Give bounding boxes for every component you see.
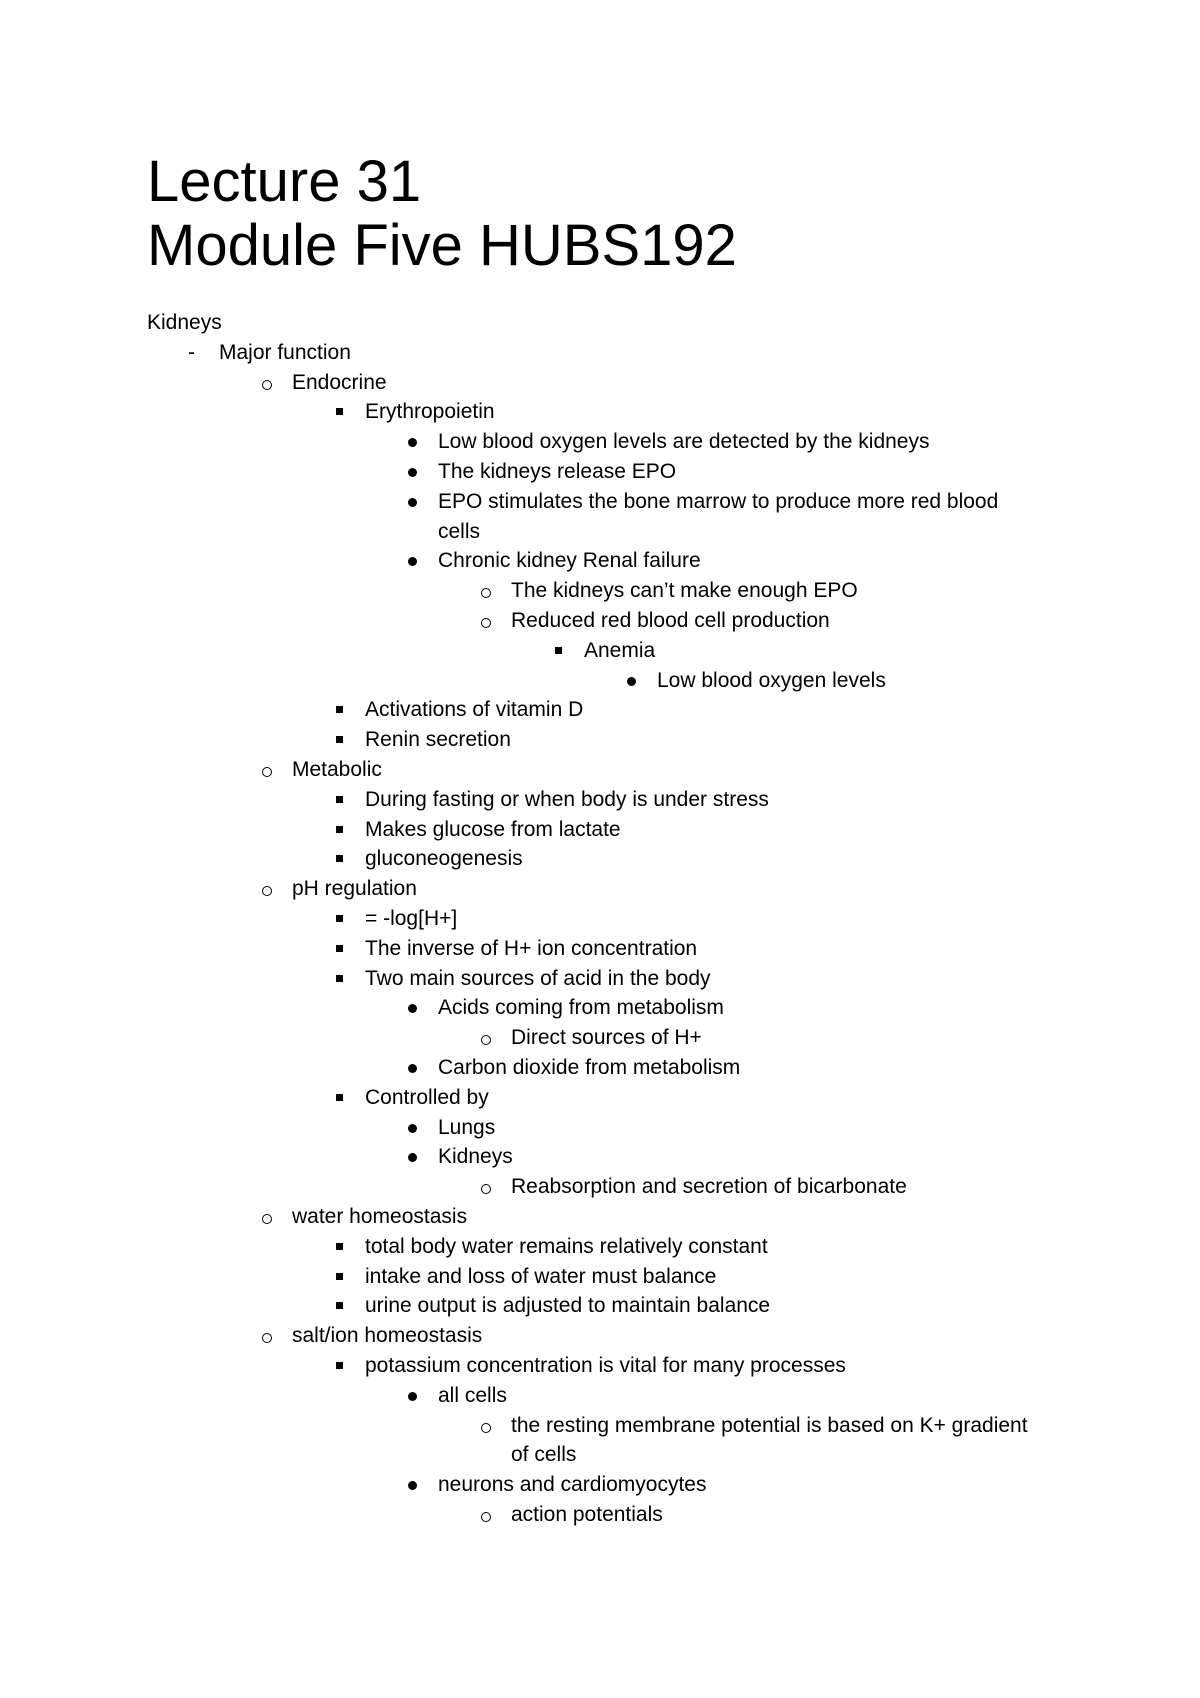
outline-item-text: water homeostasis (292, 1205, 468, 1228)
outline-item-text: The kidneys can’t make enough EPO (511, 579, 858, 602)
outline-item-text: Erythropoietin (365, 400, 495, 423)
outline-item-text: Major function (219, 341, 351, 364)
outline-item-text: The inverse of H+ ion concentration (365, 937, 698, 960)
outline-item-text: Reabsorption and secretion of bicarbonate (511, 1175, 907, 1198)
outline-item-text: salt/ion homeostasis (292, 1324, 483, 1347)
outline-item-text: gluconeogenesis (365, 847, 523, 870)
outline-item-text: Direct sources of H+ (511, 1026, 702, 1049)
outline-item-text: Low blood oxygen levels are detected by the kidneys (438, 430, 930, 453)
outline-item-text: the resting membrane potential is based on K+ gradient (511, 1414, 1028, 1437)
outline-item-text: Carbon dioxide from metabolism (438, 1056, 741, 1079)
outline-item-text: potassium concentration is vital for many processes (365, 1354, 846, 1377)
outline-item-text: Low blood oxygen levels (657, 669, 886, 692)
outline-item-text: total body water remains relatively constant (365, 1235, 768, 1258)
outline-item-text: Lungs (438, 1116, 496, 1139)
page-title-module: Module Five HUBS192 (147, 213, 737, 278)
outline-item-text: neurons and cardiomyocytes (438, 1473, 707, 1496)
outline-item-text: Anemia (584, 639, 656, 662)
outline-item-text: Renin secretion (365, 728, 511, 751)
outline-item-text: During fasting or when body is under stress (365, 788, 769, 811)
page-title-lecture: Lecture 31 (147, 149, 422, 214)
outline-item-text: cells (438, 520, 481, 543)
outline-item-text: Kidneys (147, 311, 222, 334)
outline-item-text: all cells (438, 1384, 507, 1407)
outline-item-text: Chronic kidney Renal failure (438, 549, 701, 572)
outline-item-text: Kidneys (438, 1145, 513, 1168)
outline-item-text: Activations of vitamin D (365, 698, 584, 721)
outline-item-text: EPO stimulates the bone marrow to produce more red blood (438, 490, 999, 513)
outline-item-text: Endocrine (292, 371, 387, 394)
outline-item-text: pH regulation (292, 877, 417, 900)
outline-item-text: Metabolic (292, 758, 382, 781)
outline-item-text: Controlled by (365, 1086, 489, 1109)
outline-item-text: = -log[H+] (365, 907, 458, 930)
outline-item-text: Reduced red blood cell production (511, 609, 830, 632)
outline-item-text: Makes glucose from lactate (365, 818, 621, 841)
outline-item-text: intake and loss of water must balance (365, 1265, 717, 1288)
outline-item-text: Two main sources of acid in the body (365, 967, 711, 990)
outline-item-text: The kidneys release EPO (438, 460, 677, 483)
outline-item-text: of cells (511, 1443, 577, 1466)
outline-item-text: action potentials (511, 1503, 663, 1526)
outline-item-text: urine output is adjusted to maintain balance (365, 1294, 771, 1317)
outline-item-text: Acids coming from metabolism (438, 996, 724, 1019)
